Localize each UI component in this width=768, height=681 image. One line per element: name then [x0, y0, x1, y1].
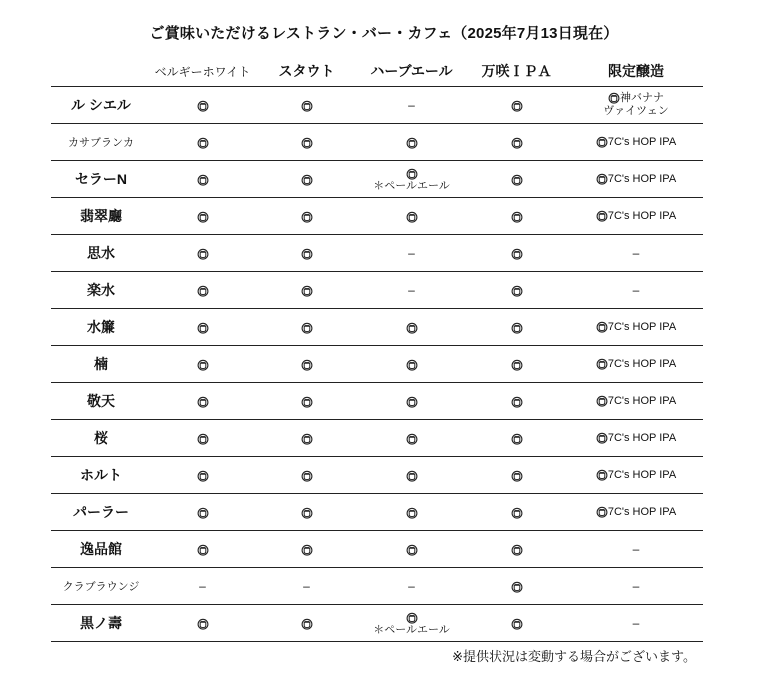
table-row [51, 161, 703, 198]
beer-mug-icon [511, 285, 523, 297]
limited-brew-name: 7C's HOP IPA [607, 135, 677, 148]
beer-mug-icon [596, 395, 608, 407]
venue-name: 楽水 [51, 272, 151, 309]
beer-mug-icon [301, 322, 313, 334]
venue-name: ホルト [51, 457, 151, 494]
beer-mug-icon [511, 581, 523, 593]
beer-mug-icon [406, 168, 418, 180]
venue-name: セラーN [51, 161, 151, 198]
table-row [51, 309, 703, 346]
not-available-dash: – [408, 98, 415, 112]
beer-mug-icon [406, 396, 418, 408]
beer-mug-icon [406, 612, 418, 624]
table-row [51, 568, 703, 605]
beer-mug-icon [301, 618, 313, 630]
limited-brew-name: 7C's HOP IPA [607, 505, 677, 518]
table-row [51, 457, 703, 494]
venue-name: クラブラウンジ [51, 568, 151, 605]
beer-mug-icon [197, 359, 209, 371]
beer-mug-icon [511, 359, 523, 371]
header-belgian-white: ベルギーホワイト [151, 56, 254, 87]
table-row [51, 531, 703, 568]
not-available-dash: – [199, 579, 206, 593]
limited-brew-name: 7C's HOP IPA [607, 209, 677, 222]
table-row [51, 198, 703, 235]
header-mansaku-ipa: 万咲ＩＰＡ [464, 56, 569, 87]
beer-mug-icon [197, 100, 209, 112]
venue-name: パーラー [51, 494, 151, 531]
beer-mug-icon [511, 174, 523, 186]
limited-brew-name: 7C's HOP IPA [607, 468, 677, 481]
beer-mug-icon [596, 210, 608, 222]
beer-mug-icon [596, 358, 608, 370]
limited-brew-name-line2: ヴァイツェン [603, 105, 669, 117]
header-stout: スタウト [254, 56, 359, 87]
not-available-dash: – [408, 579, 415, 593]
table-header-row [51, 56, 703, 87]
beer-mug-icon [511, 322, 523, 334]
beer-mug-icon [406, 470, 418, 482]
beer-mug-icon [406, 507, 418, 519]
beer-mug-icon [197, 433, 209, 445]
beer-mug-icon [301, 174, 313, 186]
limited-brew-name: 7C's HOP IPA [607, 172, 677, 185]
venue-name: 逸品館 [51, 531, 151, 568]
limited-brew-name: 7C's HOP IPA [607, 320, 677, 333]
beer-mug-icon [406, 322, 418, 334]
beer-mug-icon [511, 100, 523, 112]
beer-mug-icon [596, 469, 608, 481]
not-available-dash: – [408, 283, 415, 297]
pale-ale-note: ＊ペールエール [373, 624, 450, 636]
venue-name: 思水 [51, 235, 151, 272]
limited-brew-name: 7C's HOP IPA [607, 431, 677, 444]
beer-mug-icon [511, 544, 523, 556]
beer-mug-icon [197, 507, 209, 519]
pale-ale-note: ＊ペールエール [373, 180, 450, 192]
venue-name: 翡翠廳 [51, 198, 151, 235]
header-herb-ale: ハーブエール [359, 56, 464, 87]
beer-availability-table [51, 56, 703, 642]
not-available-dash: – [632, 616, 640, 630]
beer-mug-icon [197, 174, 209, 186]
table-row [51, 605, 703, 642]
beer-mug-icon [596, 432, 608, 444]
beer-mug-icon [197, 396, 209, 408]
header-limited: 限定醸造 [569, 56, 703, 87]
beer-mug-icon [197, 248, 209, 260]
beer-mug-icon [511, 248, 523, 260]
venue-name: 楠 [51, 346, 151, 383]
beer-mug-icon [301, 359, 313, 371]
beer-mug-icon [511, 396, 523, 408]
beer-mug-icon [301, 100, 313, 112]
beer-mug-icon [406, 433, 418, 445]
table-row [51, 383, 703, 420]
not-available-dash: – [408, 246, 415, 260]
beer-mug-icon [406, 359, 418, 371]
venue-name: 桜 [51, 420, 151, 457]
beer-mug-icon [511, 507, 523, 519]
availability-footnote: ※提供状況は変動する場合がございます。 [452, 649, 696, 664]
table-row [51, 420, 703, 457]
table-row [51, 494, 703, 531]
beer-mug-icon [511, 137, 523, 149]
table-row [51, 235, 703, 272]
limited-brew-name: 7C's HOP IPA [607, 394, 677, 407]
not-available-dash: – [303, 579, 310, 593]
beer-mug-icon [511, 433, 523, 445]
beer-mug-icon [406, 137, 418, 149]
beer-mug-icon [301, 470, 313, 482]
table-row [51, 87, 703, 124]
limited-brew-name: 7C's HOP IPA [607, 357, 677, 370]
beer-mug-icon [596, 321, 608, 333]
not-available-dash: – [632, 542, 640, 556]
beer-mug-icon [301, 285, 313, 297]
not-available-dash: – [632, 246, 640, 260]
beer-mug-icon [197, 322, 209, 334]
beer-mug-icon [197, 618, 209, 630]
beer-mug-icon [511, 211, 523, 223]
beer-mug-icon [197, 544, 209, 556]
beer-mug-icon [301, 137, 313, 149]
venue-name: ル シエル [51, 87, 151, 124]
beer-mug-icon [197, 137, 209, 149]
page-title: ご賞味いただけるレストラン・バー・カフェ（2025年7月13日現在） [149, 25, 619, 42]
beer-mug-icon [197, 211, 209, 223]
table-row [51, 124, 703, 161]
beer-mug-icon [301, 396, 313, 408]
beer-mug-icon [197, 470, 209, 482]
not-available-dash: – [632, 283, 640, 297]
beer-mug-icon [608, 92, 620, 104]
beer-mug-icon [406, 544, 418, 556]
beer-mug-icon [596, 136, 608, 148]
beer-mug-icon [301, 507, 313, 519]
venue-name: 黒ノ壽 [51, 605, 151, 642]
table-row [51, 346, 703, 383]
beer-mug-icon [511, 470, 523, 482]
beer-mug-icon [301, 248, 313, 260]
beer-mug-icon [301, 433, 313, 445]
beer-mug-icon [511, 618, 523, 630]
limited-brew-name: 神バナナ [620, 92, 664, 104]
venue-name: 敬天 [51, 383, 151, 420]
table-row [51, 272, 703, 309]
not-available-dash: – [632, 579, 640, 593]
beer-mug-icon [301, 211, 313, 223]
beer-mug-icon [596, 506, 608, 518]
venue-name: カサブランカ [51, 124, 151, 161]
header-venue [51, 56, 151, 87]
beer-mug-icon [596, 173, 608, 185]
beer-mug-icon [301, 544, 313, 556]
beer-mug-icon [197, 285, 209, 297]
beer-mug-icon [406, 211, 418, 223]
venue-name: 水簾 [51, 309, 151, 346]
